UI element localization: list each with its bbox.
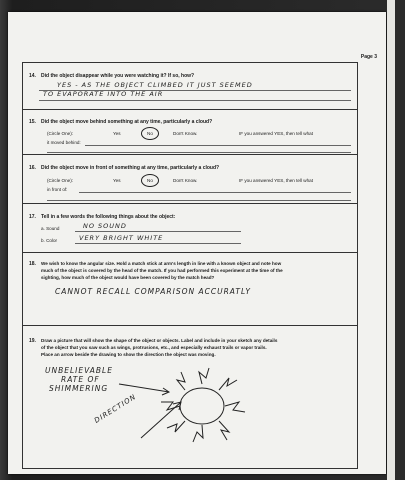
q14-line2 bbox=[39, 100, 351, 101]
sketch-label-rate-of: RATE OF bbox=[61, 375, 100, 384]
q15-moved-behind: it moved behind: bbox=[47, 140, 81, 145]
q17-question: Tell in a few words the following things about the object: bbox=[41, 214, 176, 220]
q17-sound-answer: NO SOUND bbox=[83, 222, 127, 230]
sketch-label-shimmering: SHIMMERING bbox=[49, 384, 109, 393]
q16-no: No bbox=[147, 178, 153, 183]
q16-line1 bbox=[79, 192, 351, 193]
questionnaire-form bbox=[22, 62, 358, 469]
question-19 bbox=[23, 326, 357, 468]
q16-circle-one: (Circle One): bbox=[47, 178, 74, 183]
q17-number: 17. bbox=[29, 214, 36, 220]
question-16 bbox=[23, 155, 357, 204]
q19-line3: Place an arrow beside the drawing to show the direction the object was moving. bbox=[41, 352, 216, 357]
q17-sound-line bbox=[75, 231, 241, 232]
q17-color-answer: VERY BRIGHT WHITE bbox=[79, 234, 164, 242]
q16-number: 16. bbox=[29, 165, 36, 171]
q15-no-circle bbox=[141, 127, 159, 140]
q15-question: Did the object move behind something at any time, particularly a cloud? bbox=[41, 119, 213, 125]
q15-line1 bbox=[85, 145, 351, 146]
q16-question: Did the object move in front of something at any time, particularly a cloud? bbox=[41, 165, 220, 171]
object-sketch bbox=[23, 326, 357, 468]
q14-line1 bbox=[39, 90, 351, 91]
q16-if-yes: IF you answered YES, then tell what bbox=[239, 178, 313, 183]
sketch-label-direction: DIRECTION bbox=[93, 392, 138, 425]
q15-number: 15. bbox=[29, 119, 36, 125]
q18-line3: sighting, how much of the object would have been covered by the match head? bbox=[41, 275, 215, 280]
q15-dont-know: Don't Know. bbox=[173, 131, 198, 136]
q17-color-label: b. Color bbox=[41, 238, 58, 243]
q16-dont-know: Don't Know. bbox=[173, 178, 198, 183]
question-18 bbox=[23, 253, 357, 326]
q16-in-front-of: in front of: bbox=[47, 187, 68, 192]
q15-no: No bbox=[147, 131, 153, 136]
q14-answer-line1: YES - AS THE OBJECT CLIMBED IT JUST SEEMED bbox=[57, 81, 253, 89]
q14-number: 14. bbox=[29, 73, 36, 79]
q14-answer-line2: TO EVAPORATE INTO THE AIR bbox=[43, 90, 164, 98]
q19-line1: Draw a picture that will show the shape of the object or objects. Label and include in your sketch any details bbox=[41, 338, 278, 343]
q16-yes: Yes bbox=[113, 178, 121, 183]
q18-number: 18. bbox=[29, 261, 36, 267]
q14-question: Did the object disappear while you were watching it? If so, how? bbox=[41, 73, 195, 79]
q19-number: 19. bbox=[29, 338, 36, 344]
q19-line2: of the object that you saw such as wings, protrusions, etc., and especially exhaust trails or vapor trails. bbox=[41, 345, 267, 350]
q18-answer: CANNOT RECALL COMPARISON ACCURATLY bbox=[55, 287, 252, 296]
paper-edge bbox=[387, 0, 395, 480]
q15-yes: Yes bbox=[113, 131, 121, 136]
sketch-label-unbelievable: UNBELIEVABLE bbox=[45, 366, 113, 375]
shimmer-rays bbox=[161, 368, 245, 442]
q15-if-yes: IF you answered YES, then tell what bbox=[239, 131, 313, 136]
q16-line2 bbox=[47, 200, 351, 201]
q15-line2 bbox=[47, 152, 351, 153]
question-15 bbox=[23, 110, 357, 155]
pointer-arrow bbox=[119, 384, 169, 392]
direction-arrow bbox=[141, 402, 181, 438]
question-14 bbox=[23, 63, 357, 110]
object-circle bbox=[180, 388, 224, 424]
page-number: Page 3 bbox=[360, 54, 377, 60]
q16-no-circle bbox=[141, 174, 159, 187]
q17-sound-label: a. Sound bbox=[41, 226, 60, 231]
question-17 bbox=[23, 204, 357, 253]
q18-line1: We wish to know the angular size. Hold a match stick at arm's length in line with a known object and note how bbox=[41, 261, 282, 266]
q18-line2: much of the object is covered by the head of the match. If you had performed this experiment at the time of the bbox=[41, 268, 283, 273]
q15-circle-one: (Circle One): bbox=[47, 131, 74, 136]
q17-color-line bbox=[75, 243, 241, 244]
